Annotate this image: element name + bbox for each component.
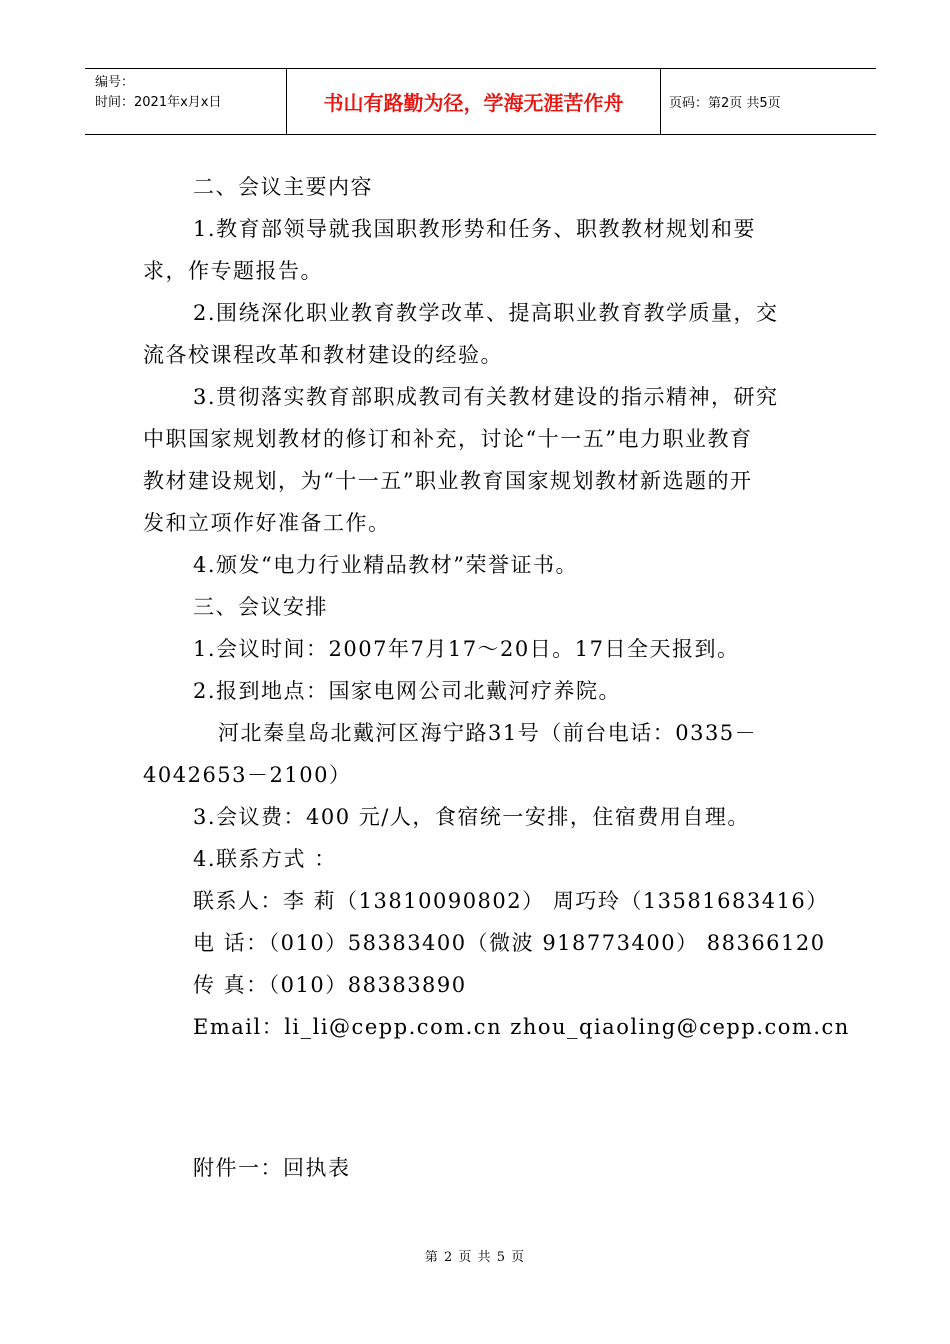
attachment-label: 附件一：回执表 bbox=[193, 1156, 351, 1180]
contact-fax: 传 真：（010）88383890 bbox=[193, 973, 467, 997]
address-line: 4042653－2100） bbox=[143, 763, 352, 787]
address-line: 河北秦皇岛北戴河区海宁路31号（前台电话：0335－ bbox=[218, 721, 758, 745]
paragraph-line: 1.教育部领导就我国职教形势和任务、职教教材规划和要 bbox=[193, 217, 757, 241]
doc-number-label: 编号： bbox=[95, 75, 135, 90]
arrangement-item: 4.联系方式 ： bbox=[193, 847, 337, 871]
paragraph-line: 流各校课程改革和教材建设的经验。 bbox=[143, 343, 503, 367]
contact-email: Email：li_li@cepp.com.cn zhou_qiaoling@cepp.com.cn bbox=[193, 1015, 850, 1039]
section-title: 二、会议主要内容 bbox=[193, 175, 373, 199]
header-meta-cell bbox=[85, 69, 287, 134]
paragraph-line: 求，作专题报告。 bbox=[143, 259, 323, 283]
document-body bbox=[143, 166, 850, 1048]
header-motto: 书山有路勤为径，学海无涯苦作舟 bbox=[287, 69, 661, 134]
paragraph-line: 2.围绕深化职业教育教学改革、提高职业教育教学质量，交 bbox=[193, 301, 779, 325]
doc-time-label: 时间：2021年x月x日 bbox=[95, 95, 222, 110]
paragraph-line: 中职国家规划教材的修订和补充，讨论“十一五”电力职业教育 bbox=[143, 427, 753, 451]
paragraph-line: 3.贯彻落实教育部职成教司有关教材建设的指示精神，研究 bbox=[193, 385, 779, 409]
arrangement-item: 3.会议费：400 元/人，食宿统一安排，住宿费用自理。 bbox=[193, 805, 750, 829]
arrangement-item: 2.报到地点：国家电网公司北戴河疗养院。 bbox=[193, 679, 622, 703]
paragraph-line: 教材建设规划，为“十一五”职业教育国家规划教材新选题的开 bbox=[143, 469, 753, 493]
contact-person: 联系人：李 莉（13810090802） 周巧玲（13581683416） bbox=[193, 889, 829, 913]
page-footer: 第 2 页 共 5 页 bbox=[424, 1250, 526, 1265]
section-title: 三、会议安排 bbox=[193, 595, 328, 619]
paragraph-line: 发和立项作好准备工作。 bbox=[143, 511, 391, 535]
arrangement-item: 1.会议时间：2007年7月17～20日。17日全天报到。 bbox=[193, 637, 740, 661]
contact-phone: 电 话：（010）58383400（微波 918773400） 88366120 bbox=[193, 931, 826, 955]
document-header bbox=[85, 68, 876, 135]
paragraph-line: 4.颁发“电力行业精品教材”荣誉证书。 bbox=[193, 553, 579, 577]
header-page-info: 页码：第2页 共5页 bbox=[669, 96, 781, 111]
